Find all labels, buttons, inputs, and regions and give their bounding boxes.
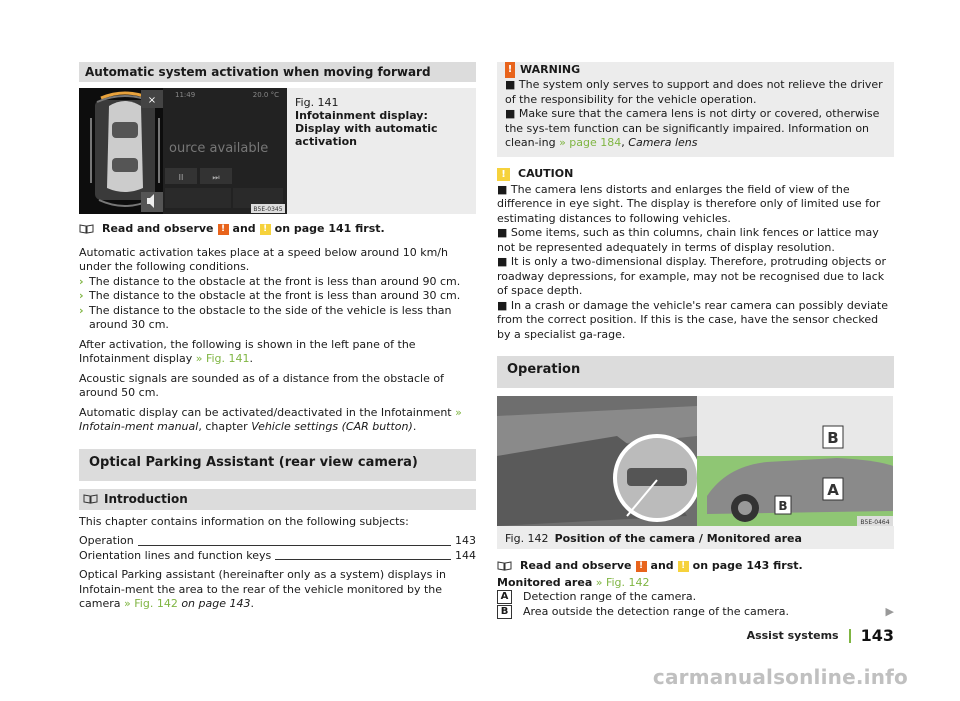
bullet-item: › The distance to the obstacle at the front is less than around 90 cm. xyxy=(79,274,461,288)
caution-item: ■ In a crash or damage the vehicle's rear camera can possibly deviate from the correct position. If this is the case, have the sensor checked by a specialist ga-rage. xyxy=(497,298,889,341)
svg-text:II: II xyxy=(178,173,184,182)
paragraph-acoustic: Acoustic signals are sounded as of a distance from the obstacle of around 50 cm. xyxy=(79,371,444,399)
bullet-item: › The distance to the obstacle at the front is less than around 30 cm. xyxy=(79,289,461,302)
svg-text:B: B xyxy=(827,429,839,447)
legend-item: B Area outside the detection range of the camera. ▶ xyxy=(497,605,894,620)
svg-text:⏭: ⏭ xyxy=(212,173,220,182)
caution-item: ■ Some items, such as thin columns, chain link fences or lattice may not be represented adequately in terms of display resolution. xyxy=(497,226,879,254)
figure-label: Fig. 141 xyxy=(295,96,339,109)
footer-divider xyxy=(849,629,851,643)
section-title-camera: Optical Parking Assistant (rear view camera) xyxy=(79,449,476,481)
bullet-item: › The distance to the obstacle to the side of the vehicle is less than around 30 cm. xyxy=(79,303,452,331)
intro-heading: Introduction xyxy=(79,489,476,510)
warning-icon: ! xyxy=(505,62,515,78)
arrow-icon: › xyxy=(79,274,84,288)
section-title: Automatic system activation when moving forward xyxy=(79,62,476,82)
warning-item: ■ The system only serves to support and does not relieve the driver of the responsibility for the vehicle operation. xyxy=(505,78,883,106)
read-observe-line: Read and observe ! and ! on page 141 first. xyxy=(79,222,476,237)
svg-text:20.0 °C: 20.0 °C xyxy=(252,91,279,99)
left-column xyxy=(79,62,476,612)
svg-text:×: × xyxy=(147,95,157,106)
watermark: carmanualsonline.info xyxy=(652,665,908,689)
legend-item: A Detection range of the camera. xyxy=(497,590,894,605)
svg-text:B5E-0464: B5E-0464 xyxy=(860,519,890,526)
figure-141 xyxy=(79,88,476,214)
paragraph-settings: Automatic display can be activated/deactivated in the Infotainment » Infotain-ment manual, chapter Vehicle settings (CAR button). xyxy=(79,405,462,433)
paragraph-activation: Automatic activation takes place at a speed below around 10 km/h under the following conditions. xyxy=(79,245,448,273)
figure-142-image xyxy=(497,396,893,526)
screen-time: 11:49 xyxy=(175,91,196,99)
footer-section: Assist systems xyxy=(746,629,839,642)
warning-heading: ! WARNING xyxy=(505,62,886,78)
arrow-icon: › xyxy=(79,303,84,317)
fig-link[interactable]: » Fig. 141 xyxy=(195,352,250,365)
right-column xyxy=(497,62,894,619)
caution-heading: ! CAUTION xyxy=(497,167,894,183)
svg-text:B5E-0345: B5E-0345 xyxy=(253,206,283,213)
toc-entry[interactable]: Operation 143 xyxy=(79,534,476,547)
book-icon xyxy=(79,224,94,234)
arrow-icon: › xyxy=(79,289,84,302)
caution-badge-icon: ! xyxy=(260,224,271,235)
book-icon xyxy=(83,494,98,504)
paragraph-system: Optical Parking assistant (hereinafter only as a system) displays in Infotain-ment the area to the rear of the vehicle monitored by the camera » Fig. 142 on page 143. xyxy=(79,568,446,610)
svg-text:B: B xyxy=(778,499,788,513)
svg-text:ource available: ource available xyxy=(169,141,269,156)
continue-arrow-icon: ▶ xyxy=(885,604,894,618)
section-title-operation: Operation xyxy=(497,356,894,388)
figure-caption: Infotainment display: Display with automatic activation xyxy=(295,109,438,148)
book-icon xyxy=(497,561,512,571)
warning-badge-icon: ! xyxy=(218,224,229,235)
warning-box xyxy=(497,62,894,157)
toc-entry[interactable]: Orientation lines and function keys 144 xyxy=(79,548,476,562)
figure-142-caption: Fig. 142 Position of the camera / Monitored area xyxy=(497,526,894,549)
caution-icon: ! xyxy=(497,168,510,181)
intro-text: This chapter contains information on the following subjects: xyxy=(79,514,409,528)
read-observe-line: Read and observe ! and ! on page 143 first. xyxy=(497,559,894,574)
page-number: 143 xyxy=(860,626,894,645)
infotainment-display-image xyxy=(79,88,287,214)
monitored-area-heading: Monitored area » Fig. 142 xyxy=(497,575,650,589)
svg-text:A: A xyxy=(827,481,839,499)
caution-item: ■ It is only a two-dimensional display. Therefore, protruding objects or roadway depressions, for example, may not be recognised due to lack of space depth. xyxy=(497,255,887,297)
caution-badge-icon: ! xyxy=(678,561,689,572)
paragraph-display: After activation, the following is shown in the left pane of the Infotainment display » Fig. 141. xyxy=(79,337,416,365)
caution-item: ■ The camera lens distorts and enlarges the field of view of the difference in eye sight. The display is therefore only of limited use for estimating distances to following vehicles. xyxy=(497,182,881,225)
page-footer xyxy=(746,626,894,645)
warning-badge-icon: ! xyxy=(636,561,647,572)
warning-item: ■ Make sure that the camera lens is not dirty or covered, otherwise the sys-tem function can be significantly impaired. Information on clean-ing » page 184, Camera lens xyxy=(505,107,880,149)
